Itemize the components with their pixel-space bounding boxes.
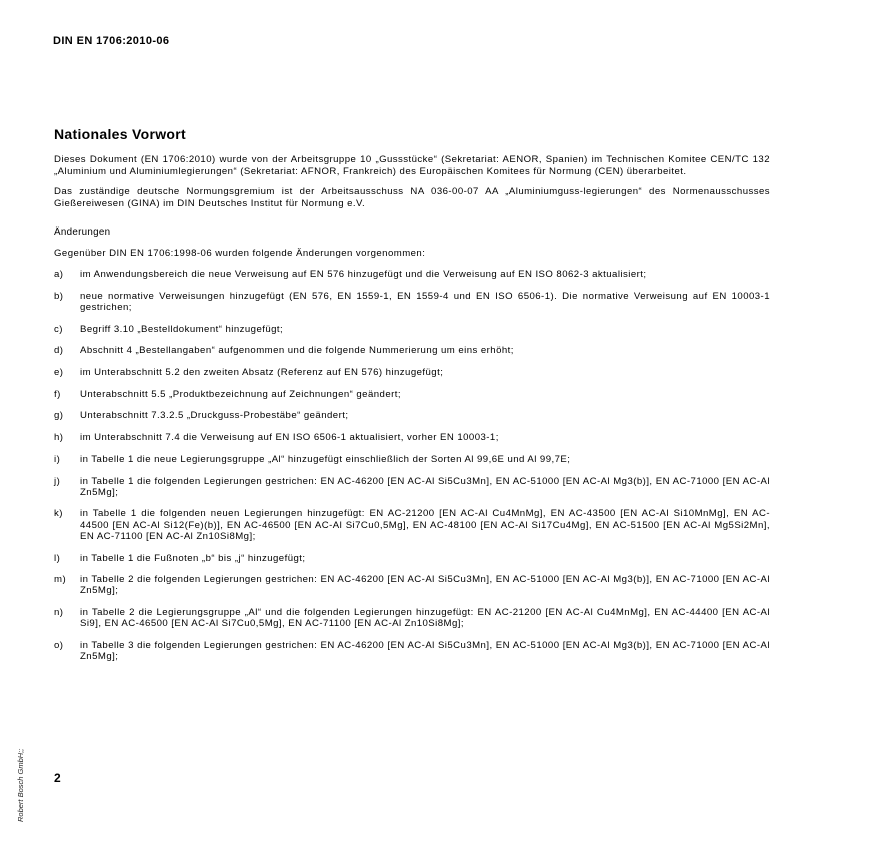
list-item-letter: a): [54, 268, 64, 280]
list-item-letter: f): [54, 388, 61, 400]
list-item: [54, 324, 770, 335]
list-item-text: in Tabelle 1 die Fußnoten „b“ bis „j“ hinzugefügt;: [80, 552, 306, 564]
list-item: [54, 640, 770, 662]
section-title: Nationales Vorwort: [54, 126, 186, 142]
list-item-text: in Tabelle 1 die folgenden Legierungen gestrichen: EN AC-46200 [EN AC-Al Si5Cu3Mn], EN AC-51000 [EN AC-Al Mg3(b)], EN AC-71000 [EN AC-Al Zn5Mg];: [80, 475, 770, 498]
list-item-letter: j): [54, 475, 61, 487]
changes-list: [54, 269, 770, 662]
list-item-letter: g): [54, 410, 64, 422]
list-item-text: im Anwendungsbereich die neue Verweisung auf EN 576 hinzugefügt und die Verweisung auf EN ISO 8062-3 aktualisiert;: [80, 268, 647, 280]
list-item: [54, 269, 770, 280]
list-item-letter: c): [54, 323, 63, 335]
changes-heading: Änderungen: [54, 227, 111, 239]
list-item-letter: n): [54, 607, 64, 619]
list-item: [54, 367, 770, 378]
list-item: [54, 389, 770, 400]
list-item: [54, 291, 770, 313]
list-item-text: Begriff 3.10 „Bestelldokument“ hinzugefügt;: [80, 323, 284, 335]
list-item-letter: b): [54, 290, 64, 302]
changes-intro: Gegenüber DIN EN 1706:1998-06 wurden folgende Änderungen vorgenommen:: [54, 248, 426, 260]
list-item-text: in Tabelle 2 die Legierungsgruppe „Al“ und die folgenden Legierungen hinzugefügt: EN AC-21200 [EN AC-Al Cu4MnMg], EN AC-44400 [EN AC-Al Si9], EN AC-46500 [EN AC-Al Si7Cu0,5Mg], EN AC-71100 [EN AC-Al Zn10Si8Mg];: [80, 607, 770, 630]
side-watermark: Robert Bosch GmbH;;: [16, 748, 25, 822]
list-item-text: in Tabelle 3 die folgenden Legierungen gestrichen: EN AC-46200 [EN AC-Al Si5Cu3Mn], EN AC-51000 [EN AC-Al Mg3(b)], EN AC-71000 [EN AC-Al Zn5Mg];: [80, 640, 770, 663]
list-item-text: in Tabelle 1 die folgenden neuen Legierungen hinzugefügt: EN AC-21200 [EN AC-Al Cu4MnMg], EN AC-43500 [EN AC-Al Si10MnMg], EN AC-44500 [EN AC-Al Si12(Fe)(b)], EN AC-46500 [EN AC-Al Si7Cu0,5Mg], EN AC-48100 [EN AC-Al Si17Cu4Mg], EN AC-51500 [EN AC-Al Mg5Si2Mn], EN AC-71100 [EN AC-Al Zn10Si8Mg];: [80, 508, 770, 542]
list-item-text: in Tabelle 1 die neue Legierungsgruppe „Al“ hinzugefügt einschließlich der Sorten Al 99,6E und Al 99,7E;: [80, 453, 571, 465]
list-item: [54, 432, 770, 443]
list-item-text: neue normative Verweisungen hinzugefügt (EN 576, EN 1559-1, EN 1559-4 und EN ISO 6506-1). Die normative Verweisung auf EN 10003-1 gestrichen;: [80, 290, 770, 313]
list-item: [54, 574, 770, 596]
list-item-letter: d): [54, 345, 64, 357]
list-item-text: im Unterabschnitt 7.4 die Verweisung auf EN ISO 6506-1 aktualisiert, vorher EN 10003-1;: [80, 432, 499, 444]
list-item: [54, 553, 770, 564]
list-item-letter: k): [54, 508, 63, 520]
list-item-text: Unterabschnitt 5.5 „Produktbezeichnung auf Zeichnungen“ geändert;: [80, 388, 401, 400]
list-item-text: Unterabschnitt 7.3.2.5 „Druckguss-Probestäbe“ geändert;: [80, 410, 349, 422]
list-item-letter: e): [54, 366, 64, 378]
document-body: [54, 126, 770, 673]
list-item-letter: m): [54, 574, 67, 586]
page-number: 2: [54, 771, 61, 785]
list-item: [54, 454, 770, 465]
list-item-text: in Tabelle 2 die folgenden Legierungen gestrichen: EN AC-46200 [EN AC-Al Si5Cu3Mn], EN AC-51000 [EN AC-Al Mg3(b)], EN AC-71000 [EN AC-Al Zn5Mg];: [80, 574, 770, 597]
list-item: [54, 607, 770, 629]
list-item-letter: i): [54, 453, 61, 465]
paragraph-document-origin: Dieses Dokument (EN 1706:2010) wurde von der Arbeitsgruppe 10 „Gussstücke“ (Sekretariat: AENOR, Spanien) im Technischen Komitee CEN/TC 132 „Aluminium und Aluminiumlegierungen“ (Sekretariat: AFNOR, Frankreich) des Europäischen Komitees für Normung (CEN) überarbeitet.: [54, 154, 770, 177]
list-item: [54, 345, 770, 356]
list-item: [54, 476, 770, 498]
list-item-letter: o): [54, 640, 64, 652]
paragraph-standards-committee: Das zuständige deutsche Normungsgremium ist der Arbeitsausschuss NA 036-00-07 AA „Aluminiumguss-legierungen“ des Normenausschusses Gießereiwesen (GINA) im DIN Deutsches Institut für Normung e.V.: [54, 186, 770, 209]
list-item-text: Abschnitt 4 „Bestellangaben“ aufgenommen und die folgende Nummerierung um eins erhöht;: [80, 345, 514, 357]
list-item: [54, 508, 770, 542]
list-item-text: im Unterabschnitt 5.2 den zweiten Absatz (Referenz auf EN 576) hinzugefügt;: [80, 366, 444, 378]
list-item: [54, 410, 770, 421]
list-item-letter: l): [54, 552, 61, 564]
list-item-letter: h): [54, 432, 64, 444]
document-id-header: DIN EN 1706:2010-06: [53, 35, 170, 47]
